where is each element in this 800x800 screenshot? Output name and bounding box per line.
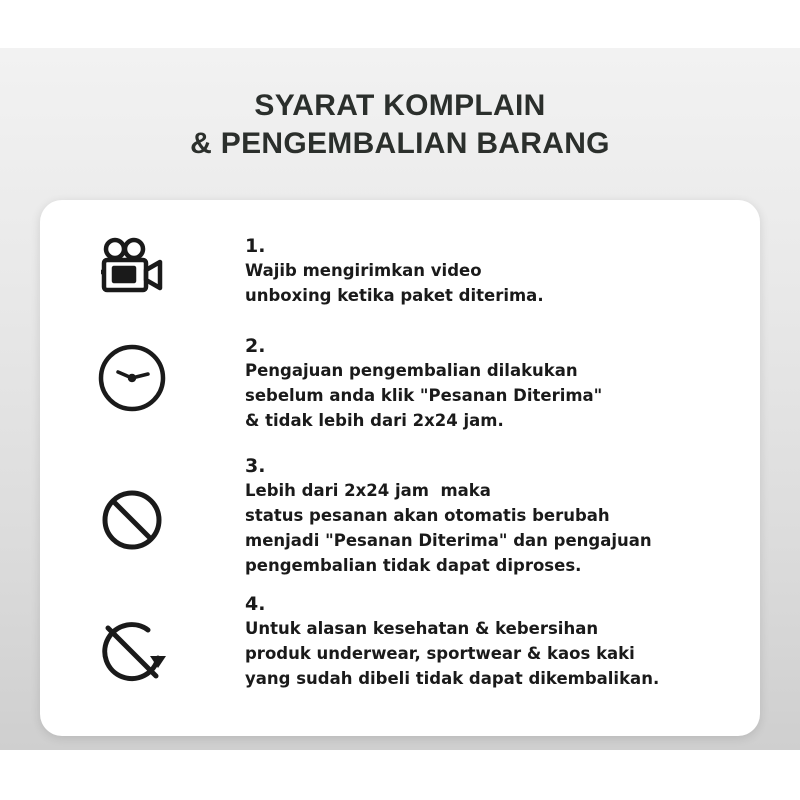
title-line-1: SYARAT KOMPLAIN xyxy=(254,89,546,122)
term-number: 2. xyxy=(245,335,266,357)
no-return-icon xyxy=(96,616,168,688)
term-line: yang sudah dibeli tidak dapat dikembalikan. xyxy=(245,669,660,688)
term-line: pengembalian tidak dapat diproses. xyxy=(245,556,582,575)
term-line: status pesanan akan otomatis berubah xyxy=(245,506,610,525)
prohibited-icon xyxy=(96,484,168,556)
term-line: sebelum anda klik "Pesanan Diterima" xyxy=(245,386,603,405)
term-text-4 xyxy=(245,592,745,691)
term-line: unboxing ketika paket diterima. xyxy=(245,286,544,305)
term-number: 4. xyxy=(245,593,266,615)
term-text-1 xyxy=(245,234,745,308)
term-text-2 xyxy=(245,334,745,433)
terms-card xyxy=(40,200,760,736)
term-line: & tidak lebih dari 2x24 jam. xyxy=(245,411,504,430)
term-line: Pengajuan pengembalian dilakukan xyxy=(245,361,578,380)
term-line: menjadi "Pesanan Diterima" dan pengajuan xyxy=(245,531,652,550)
clock-icon xyxy=(96,342,168,414)
page-title xyxy=(0,87,800,163)
term-text-3 xyxy=(245,454,745,578)
title-line-2: & PENGEMBALIAN BARANG xyxy=(190,127,610,160)
term-line: Untuk alasan kesehatan & kebersihan xyxy=(245,619,599,638)
term-line: Wajib mengirimkan video xyxy=(245,261,482,280)
term-number: 3. xyxy=(245,455,266,477)
term-number: 1. xyxy=(245,235,266,257)
video-camera-icon xyxy=(96,234,168,306)
term-line: Lebih dari 2x24 jam maka xyxy=(245,481,491,500)
term-line: produk underwear, sportwear & kaos kaki xyxy=(245,644,635,663)
